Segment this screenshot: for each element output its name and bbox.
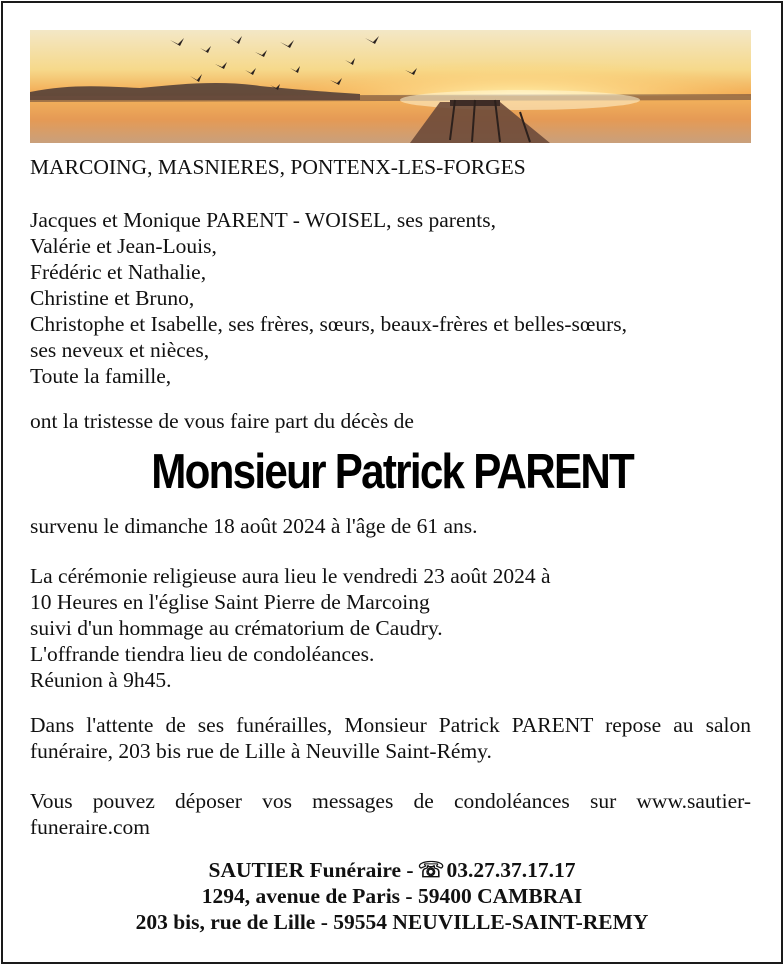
family-line: Toute la famille, bbox=[30, 364, 172, 388]
footer-address-neuville: 203 bis, rue de Lille - 59554 NEUVILLE-SAINT-REMY bbox=[135, 910, 649, 934]
ceremony-line: Réunion à 9h45. bbox=[30, 668, 172, 692]
ceremony-line: suivi d'un hommage au crématorium de Caudry. bbox=[30, 616, 443, 640]
death-info: survenu le dimanche 18 août 2024 à l'âge de 61 ans. bbox=[30, 514, 478, 538]
family-line: Frédéric et Nathalie, bbox=[30, 260, 207, 284]
announcement-line bbox=[30, 408, 751, 434]
company-name: SAUTIER Funéraire - bbox=[208, 858, 414, 882]
announcement: ont la tristesse de vous faire part du décès de bbox=[30, 409, 414, 433]
sunset-banner-image bbox=[30, 30, 751, 143]
phone-icon: ☏ bbox=[417, 858, 445, 882]
family-line: Christine et Bruno, bbox=[30, 286, 195, 310]
ceremony-block bbox=[30, 563, 751, 693]
phone-number: 03.27.37.17.17 bbox=[446, 858, 576, 882]
deceased-name: Monsieur Patrick PARENT bbox=[151, 445, 633, 499]
family-line: ses neveux et nièces, bbox=[30, 338, 210, 362]
repose-paragraph: Dans l'attente de ses funérailles, Monsieur Patrick PARENT repose au salon funéraire, 203 bis rue de Lille à Neuville Saint-Rémy. bbox=[30, 713, 751, 763]
funeral-home-footer bbox=[0, 857, 784, 935]
condolences-paragraph: Vous pouvez déposer vos messages de condoléances sur www.sautier-funeraire.com bbox=[30, 789, 751, 839]
footer-company-line bbox=[0, 857, 784, 883]
family-list bbox=[30, 207, 751, 389]
family-line: Christophe et Isabelle, ses frères, sœurs, beaux-frères et belles-sœurs, bbox=[30, 312, 628, 336]
footer-address-cambrai: 1294, avenue de Paris - 59400 CAMBRAI bbox=[201, 884, 583, 908]
family-line: Valérie et Jean-Louis, bbox=[30, 234, 217, 258]
ceremony-line: 10 Heures en l'église Saint Pierre de Marcoing bbox=[30, 590, 430, 614]
ceremony-line: L'offrande tiendra lieu de condoléances. bbox=[30, 642, 375, 666]
ceremony-line: La cérémonie religieuse aura lieu le vendredi 23 août 2024 à bbox=[30, 564, 551, 588]
death-info-line bbox=[30, 513, 751, 539]
locations-line bbox=[30, 154, 751, 180]
sunset-illustration bbox=[30, 30, 751, 143]
deceased-name-heading bbox=[0, 440, 784, 504]
locations: MARCOING, MASNIERES, PONTENX-LES-FORGES bbox=[30, 155, 526, 179]
family-line: Jacques et Monique PARENT - WOISEL, ses parents, bbox=[30, 208, 496, 232]
